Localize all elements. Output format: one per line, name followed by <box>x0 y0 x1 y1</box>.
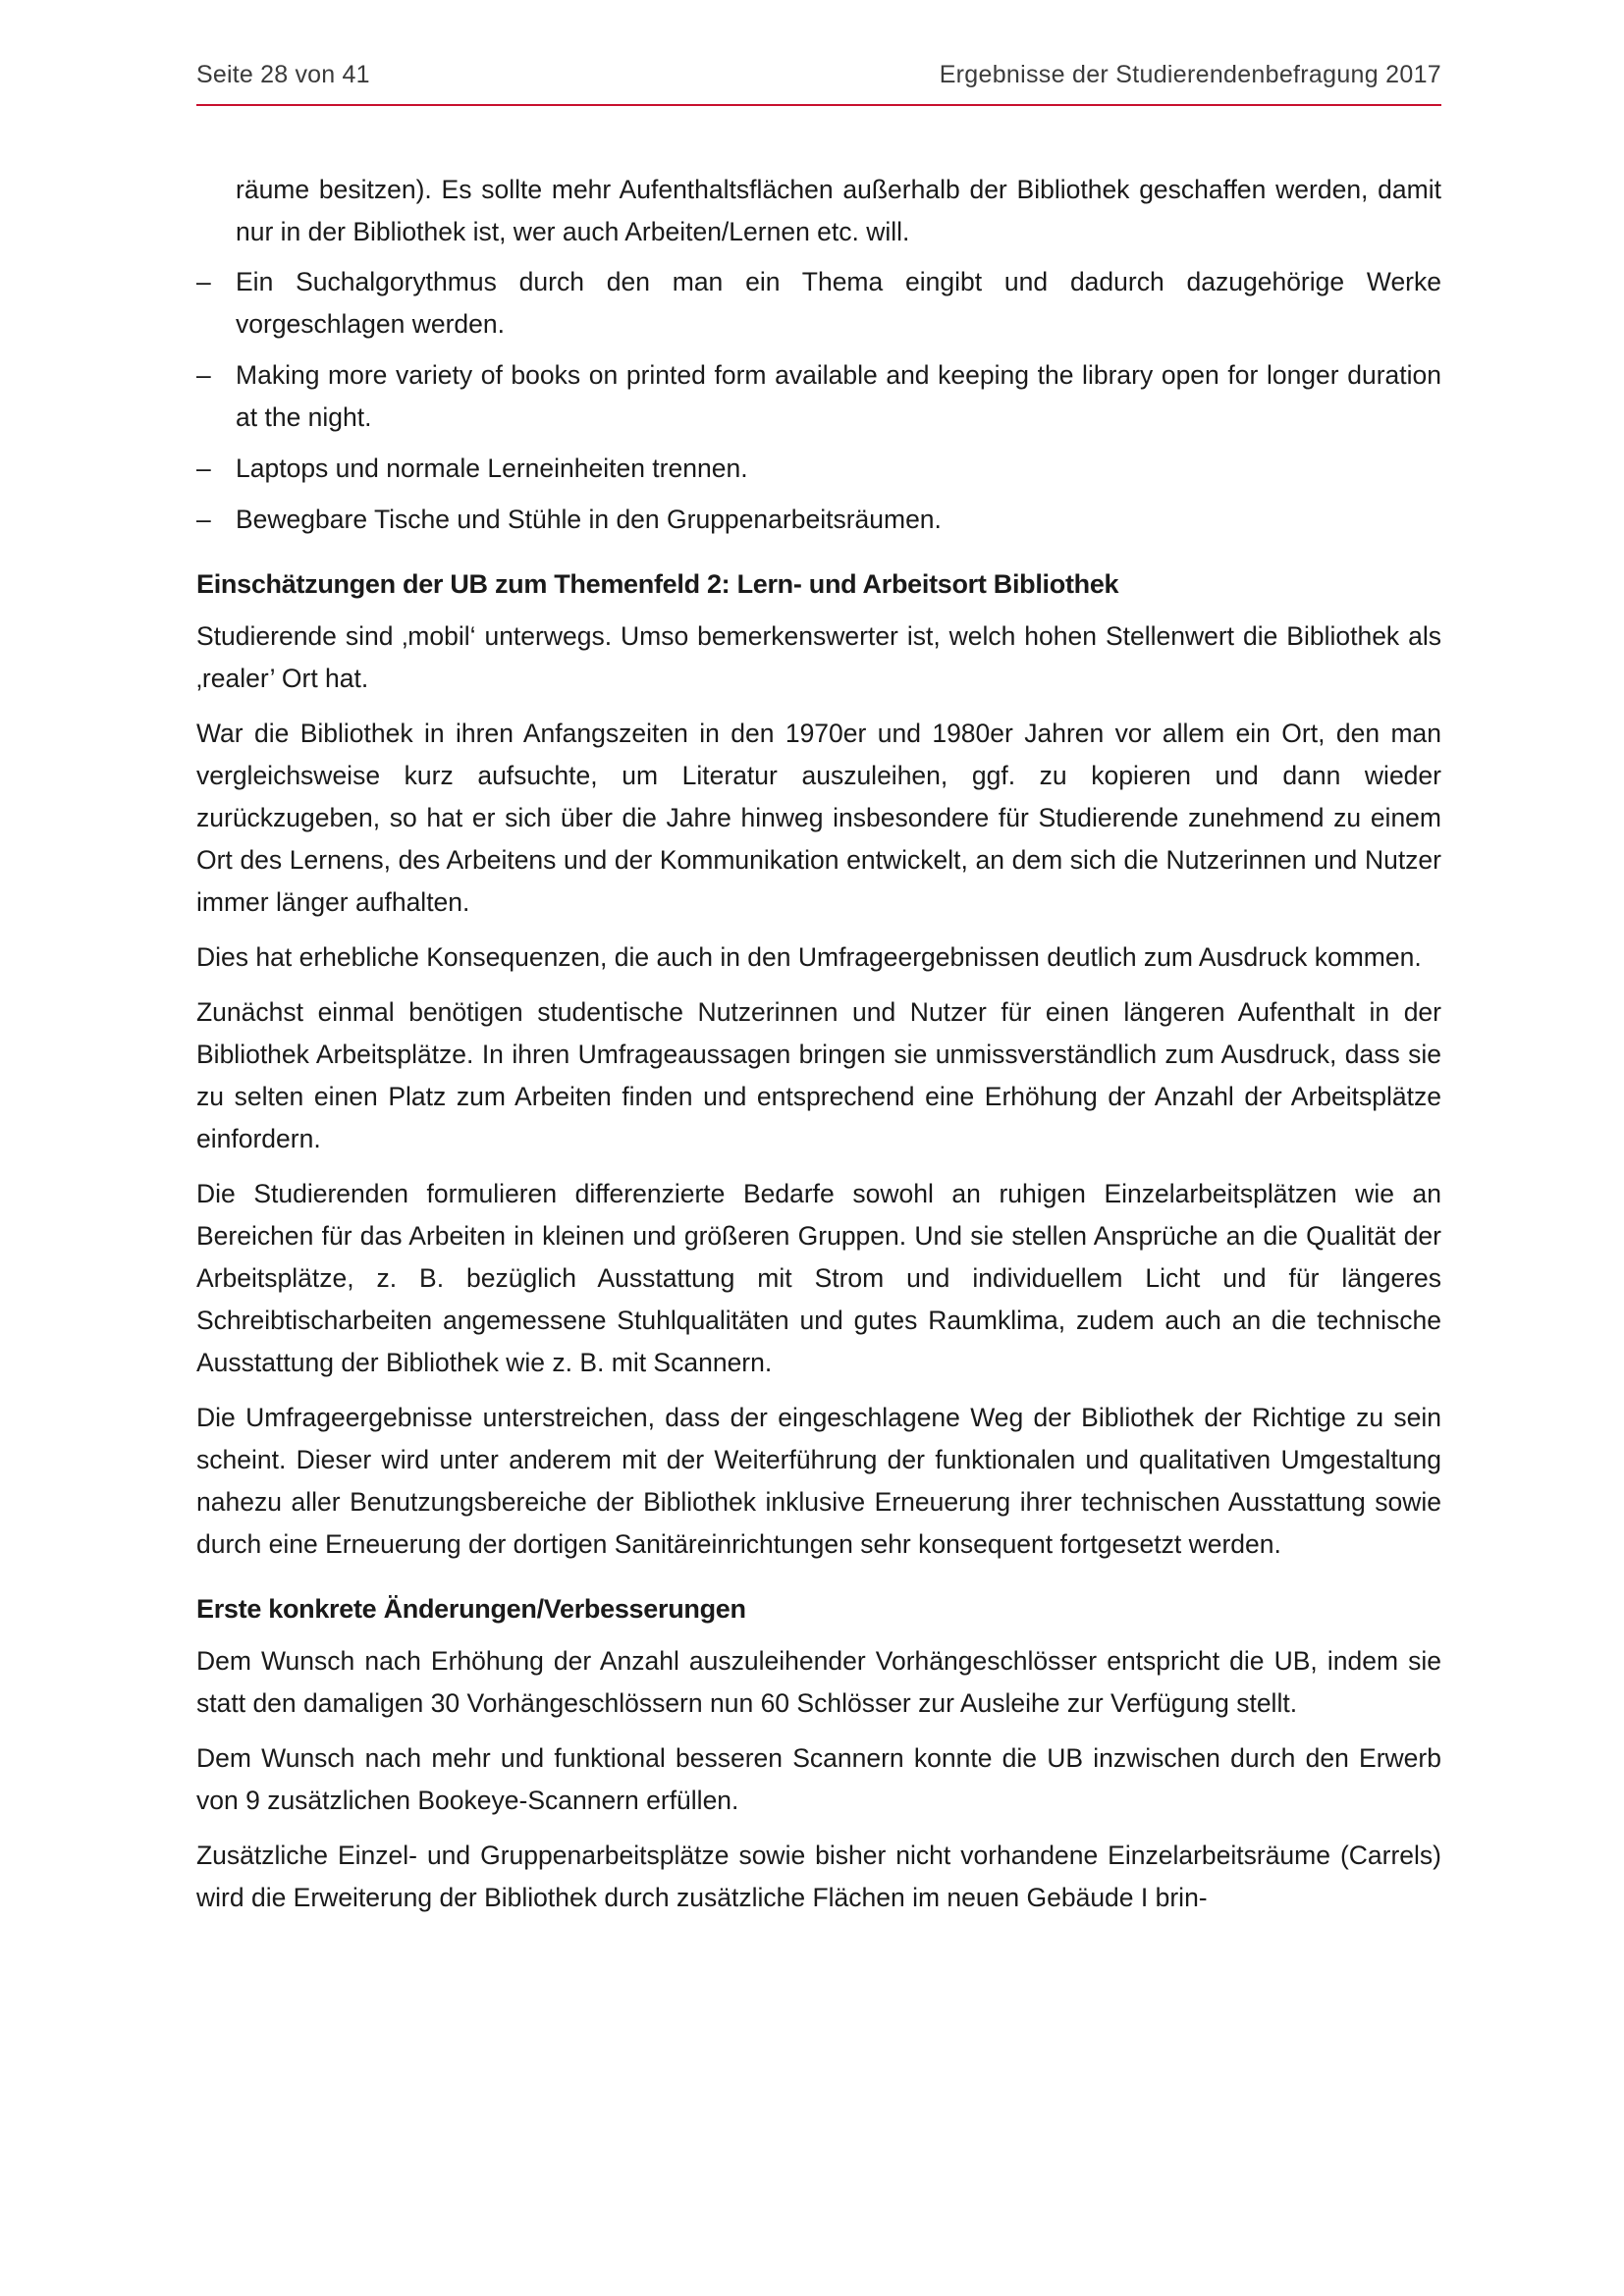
dash-bullet-icon: – <box>196 505 211 534</box>
list-item-text: Ein Suchalgorythmus durch den man ein Thema eingibt und dadurch dazugehörige Werke vorgeschlagen werden. <box>236 267 1441 339</box>
page-header <box>196 61 1441 96</box>
dash-bullet-icon: – <box>196 360 211 390</box>
paragraph: Dem Wunsch nach mehr und funktional besseren Scannern konnte die UB inzwischen durch den Erwerb von 9 zusätzlichen Bookeye-Scannern erfüllen. <box>196 1743 1441 1815</box>
header-divider <box>196 104 1441 106</box>
section-heading-assessment: Einschätzungen der UB zum Themenfeld 2: Lern- und Arbeitsort Bibliothek <box>196 569 1119 599</box>
list-item <box>196 261 1441 346</box>
document-title: Ergebnisse der Studierendenbefragung 2017 <box>939 61 1441 88</box>
paragraph: Dem Wunsch nach Erhöhung der Anzahl auszuleihender Vorhängeschlösser entspricht die UB, indem sie statt den damaligen 30 Vorhängeschlössern nun 60 Schlösser zur Ausleihe zur Verfügung stellt. <box>196 1646 1441 1718</box>
list-item <box>196 499 1441 541</box>
suggestion-list <box>196 261 1441 541</box>
list-item <box>196 448 1441 490</box>
page-content <box>196 169 1441 1932</box>
list-item-text: Bewegbare Tische und Stühle in den Gruppenarbeitsräumen. <box>236 505 942 534</box>
list-item-text: Making more variety of books on printed form available and keeping the library open for longer duration at the night. <box>236 360 1441 432</box>
dash-bullet-icon: – <box>196 454 211 483</box>
continued-list-text: räume besitzen). Es sollte mehr Aufenthaltsflächen außerhalb der Bibliothek geschaffen werden, damit nur in der Bibliothek ist, wer auch Arbeiten/Lernen etc. will. <box>236 175 1441 246</box>
dash-bullet-icon: – <box>196 267 211 296</box>
paragraph: Dies hat erhebliche Konsequenzen, die auch in den Umfrageergebnissen deutlich zum Ausdruck kommen. <box>196 942 1422 972</box>
paragraph: Die Umfrageergebnisse unterstreichen, dass der eingeschlagene Weg der Bibliothek der Richtige zu sein scheint. Dieser wird unter anderem mit der Weiterführung der funktionalen und qualitativen Umgestaltung nahezu aller Benutzungsbereiche der Bibliothek inklusive Erneuerung ihrer technischen Ausstattung sowie durch eine Erneuerung der dortigen Sanitäreinrichtungen sehr konsequent fortgesetzt werden. <box>196 1403 1441 1559</box>
section-heading-changes: Erste konkrete Änderungen/Verbesserungen <box>196 1594 746 1624</box>
paragraph: Zusätzliche Einzel- und Gruppenarbeitsplätze sowie bisher nicht vorhandene Einzelarbeitsräume (Carrels) wird die Erweiterung der Bibliothek durch zusätzliche Flächen im neuen Gebäude I brin- <box>196 1841 1441 1912</box>
paragraph: Studierende sind ‚mobil‘ unterwegs. Umso bemerkenswerter ist, welch hohen Stellenwert die Bibliothek als ‚realer’ Ort hat. <box>196 621 1441 693</box>
list-item-text: Laptops und normale Lerneinheiten trennen. <box>236 454 748 483</box>
list-item <box>196 354 1441 439</box>
paragraph: War die Bibliothek in ihren Anfangszeiten in den 1970er und 1980er Jahren vor allem ein Ort, den man vergleichsweise kurz aufsuchte, um Literatur auszuleihen, ggf. zu kopieren und dann wieder zurückzugeben, so hat er sich über die Jahre hinweg insbesondere für Studierende zunehmend zu einem Ort des Lernens, des Arbeitens und der Kommunikation entwickelt, an dem sich die Nutzerinnen und Nutzer immer länger aufhalten. <box>196 719 1441 917</box>
page-number: Seite 28 von 41 <box>196 61 370 88</box>
paragraph: Die Studierenden formulieren differenzierte Bedarfe sowohl an ruhigen Einzelarbeitsplätzen wie an Bereichen für das Arbeiten in kleinen und größeren Gruppen. Und sie stellen Ansprüche an die Qualität der Arbeitsplätze, z. B. bezüglich Ausstattung mit Strom und individuellem Licht und für längeres Schreibtischarbeiten angemessene Stuhlqualitäten und gutes Raumklima, zudem auch an die technische Ausstattung der Bibliothek wie z. B. mit Scannern. <box>196 1179 1441 1377</box>
paragraph: Zunächst einmal benötigen studentische Nutzerinnen und Nutzer für einen längeren Aufenthalt in der Bibliothek Arbeitsplätze. In ihren Umfrageaussagen bringen sie unmissverständlich zum Ausdruck, dass sie zu selten einen Platz zum Arbeiten finden und entsprechend eine Erhöhung der Anzahl der Arbeitsplätze einfordern. <box>196 997 1441 1153</box>
